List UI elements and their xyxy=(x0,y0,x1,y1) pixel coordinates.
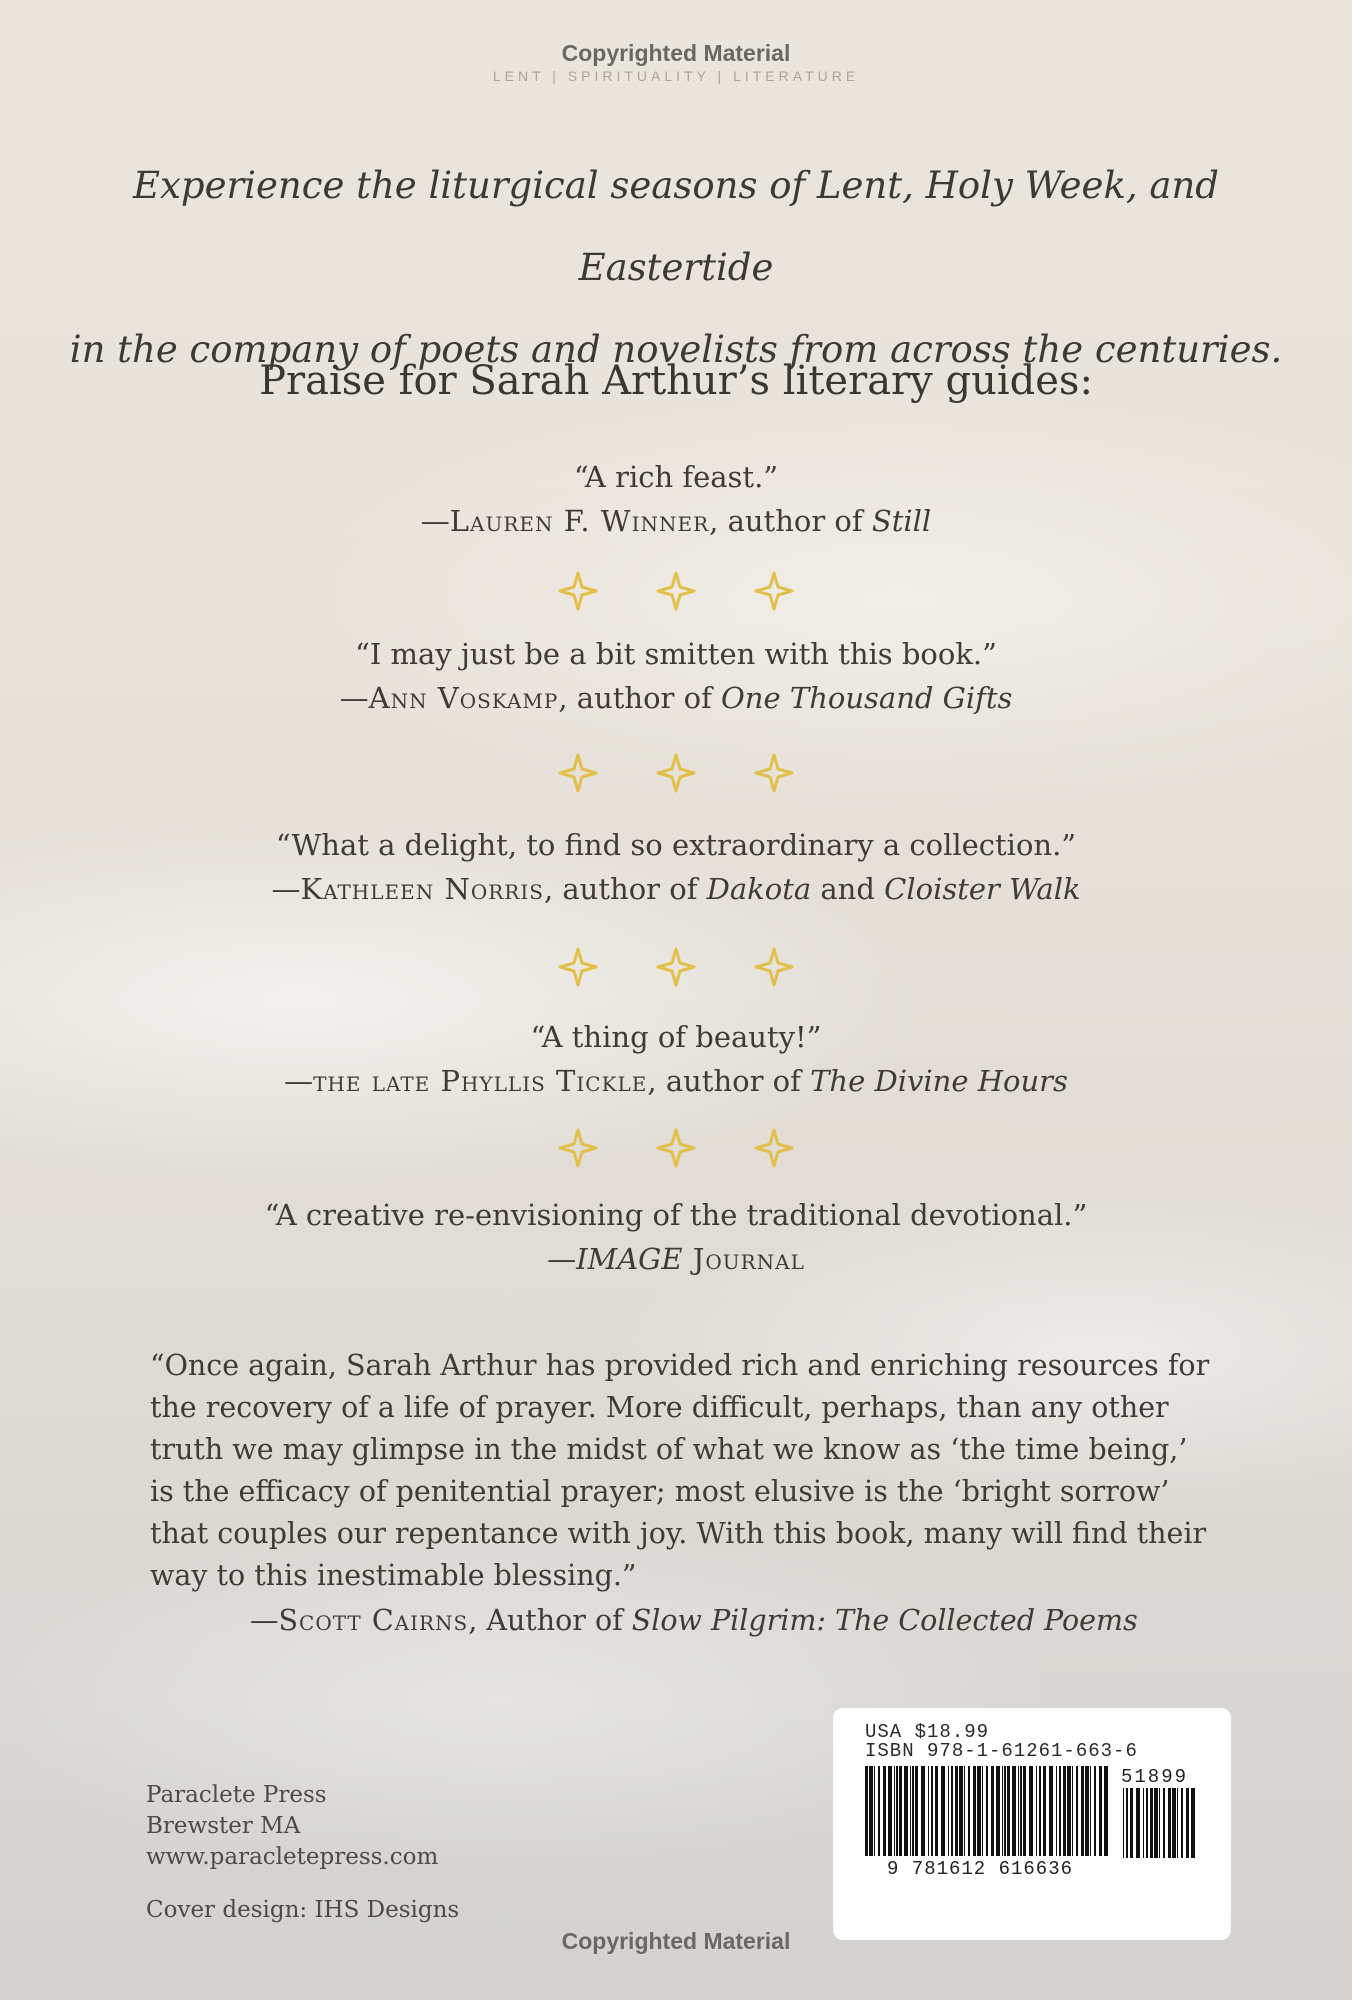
publisher-location: Brewster MA xyxy=(146,1813,301,1839)
quote-text: “A creative re-envisioning of the traditional devotional.” xyxy=(264,1198,1088,1232)
quote-attribution: —Lauren F. Winner, author of Still xyxy=(420,504,932,538)
quote-attribution: —Ann Voskamp, author of One Thousand Gifts xyxy=(339,681,1013,715)
intro-line-1: Experience the liturgical seasons of Lent, Holy Week, and Eastertide xyxy=(133,164,1219,289)
cover-design-credit: Cover design: IHS Designs xyxy=(146,1897,460,1923)
diamond-ornament-icon xyxy=(754,753,794,793)
diamond-divider-3 xyxy=(0,947,1352,987)
diamond-ornament-icon xyxy=(656,753,696,793)
isbn-label: ISBN 978-1-61261-663-6 xyxy=(865,1740,1138,1762)
diamond-ornament-icon xyxy=(558,571,598,611)
praise-heading: Praise for Sarah Arthur’s literary guides: xyxy=(259,358,1093,404)
quote-text: “What a delight, to find so extraordinary a collection.” xyxy=(275,828,1077,862)
quote-text: “A thing of beauty!” xyxy=(530,1020,822,1054)
praise-quote-1 xyxy=(150,455,1202,543)
praise-quote-4 xyxy=(150,1015,1202,1103)
barcode-panel xyxy=(833,1708,1231,1940)
praise-quote-5 xyxy=(150,1193,1202,1281)
barcode-icon xyxy=(863,1766,1113,1856)
intro-text xyxy=(60,145,1292,391)
endorsement-attribution: —Scott Cairns, Author of Slow Pilgrim: The Collected Poems xyxy=(250,1604,1138,1637)
price-label: USA $18.99 xyxy=(865,1721,990,1743)
diamond-ornament-icon xyxy=(754,947,794,987)
quote-text: “I may just be a bit smitten with this book.” xyxy=(355,637,997,671)
diamond-ornament-icon xyxy=(656,1128,696,1168)
publisher-name: Paraclete Press xyxy=(146,1782,327,1808)
watermark-bottom: Copyrighted Material xyxy=(561,1928,791,1954)
quote-attribution: —the late Phyllis Tickle, author of The Divine Hours xyxy=(284,1064,1068,1098)
endorsement-text: “Once again, Sarah Arthur has provided rich and enriching resources for the recovery of a life of prayer. More difficult, perhaps, than any other truth we may glimpse in the midst of what we know as ‘the time being,’ is the efficacy of penitential prayer; most elusive is the ‘bright sorrow’ that couples our repentance with joy. With this book, many will find their way to this inestimable blessing.” xyxy=(150,1349,1210,1592)
diamond-ornament-icon xyxy=(558,947,598,987)
price-barcode-icon xyxy=(1121,1788,1201,1858)
quote-attribution: —IMAGE Journal xyxy=(547,1242,805,1276)
diamond-ornament-icon xyxy=(558,1128,598,1168)
praise-quote-3 xyxy=(150,823,1202,911)
quote-attribution: —Kathleen Norris, author of Dakota and Cloister Walk xyxy=(271,872,1081,906)
publisher-website: www.paracletepress.com xyxy=(146,1844,439,1870)
diamond-divider-1 xyxy=(0,571,1352,611)
quote-text: “A rich feast.” xyxy=(573,460,779,494)
diamond-ornament-icon xyxy=(754,571,794,611)
publisher-info xyxy=(146,1780,566,1926)
diamond-divider-4 xyxy=(0,1128,1352,1168)
category-line: LENT | SPIRITUALITY | LITERATURE xyxy=(492,68,860,84)
price-code: 51899 xyxy=(1121,1766,1189,1788)
barcode-number: 9 781612 616636 xyxy=(886,1858,1074,1880)
diamond-ornament-icon xyxy=(558,753,598,793)
intro-line-2: in the company of poets and novelists from across the centuries. xyxy=(69,328,1283,371)
diamond-ornament-icon xyxy=(656,571,696,611)
praise-quote-2 xyxy=(150,632,1202,720)
diamond-ornament-icon xyxy=(656,947,696,987)
diamond-divider-2 xyxy=(0,753,1352,793)
diamond-ornament-icon xyxy=(754,1128,794,1168)
watermark-top: Copyrighted Material xyxy=(561,40,791,66)
